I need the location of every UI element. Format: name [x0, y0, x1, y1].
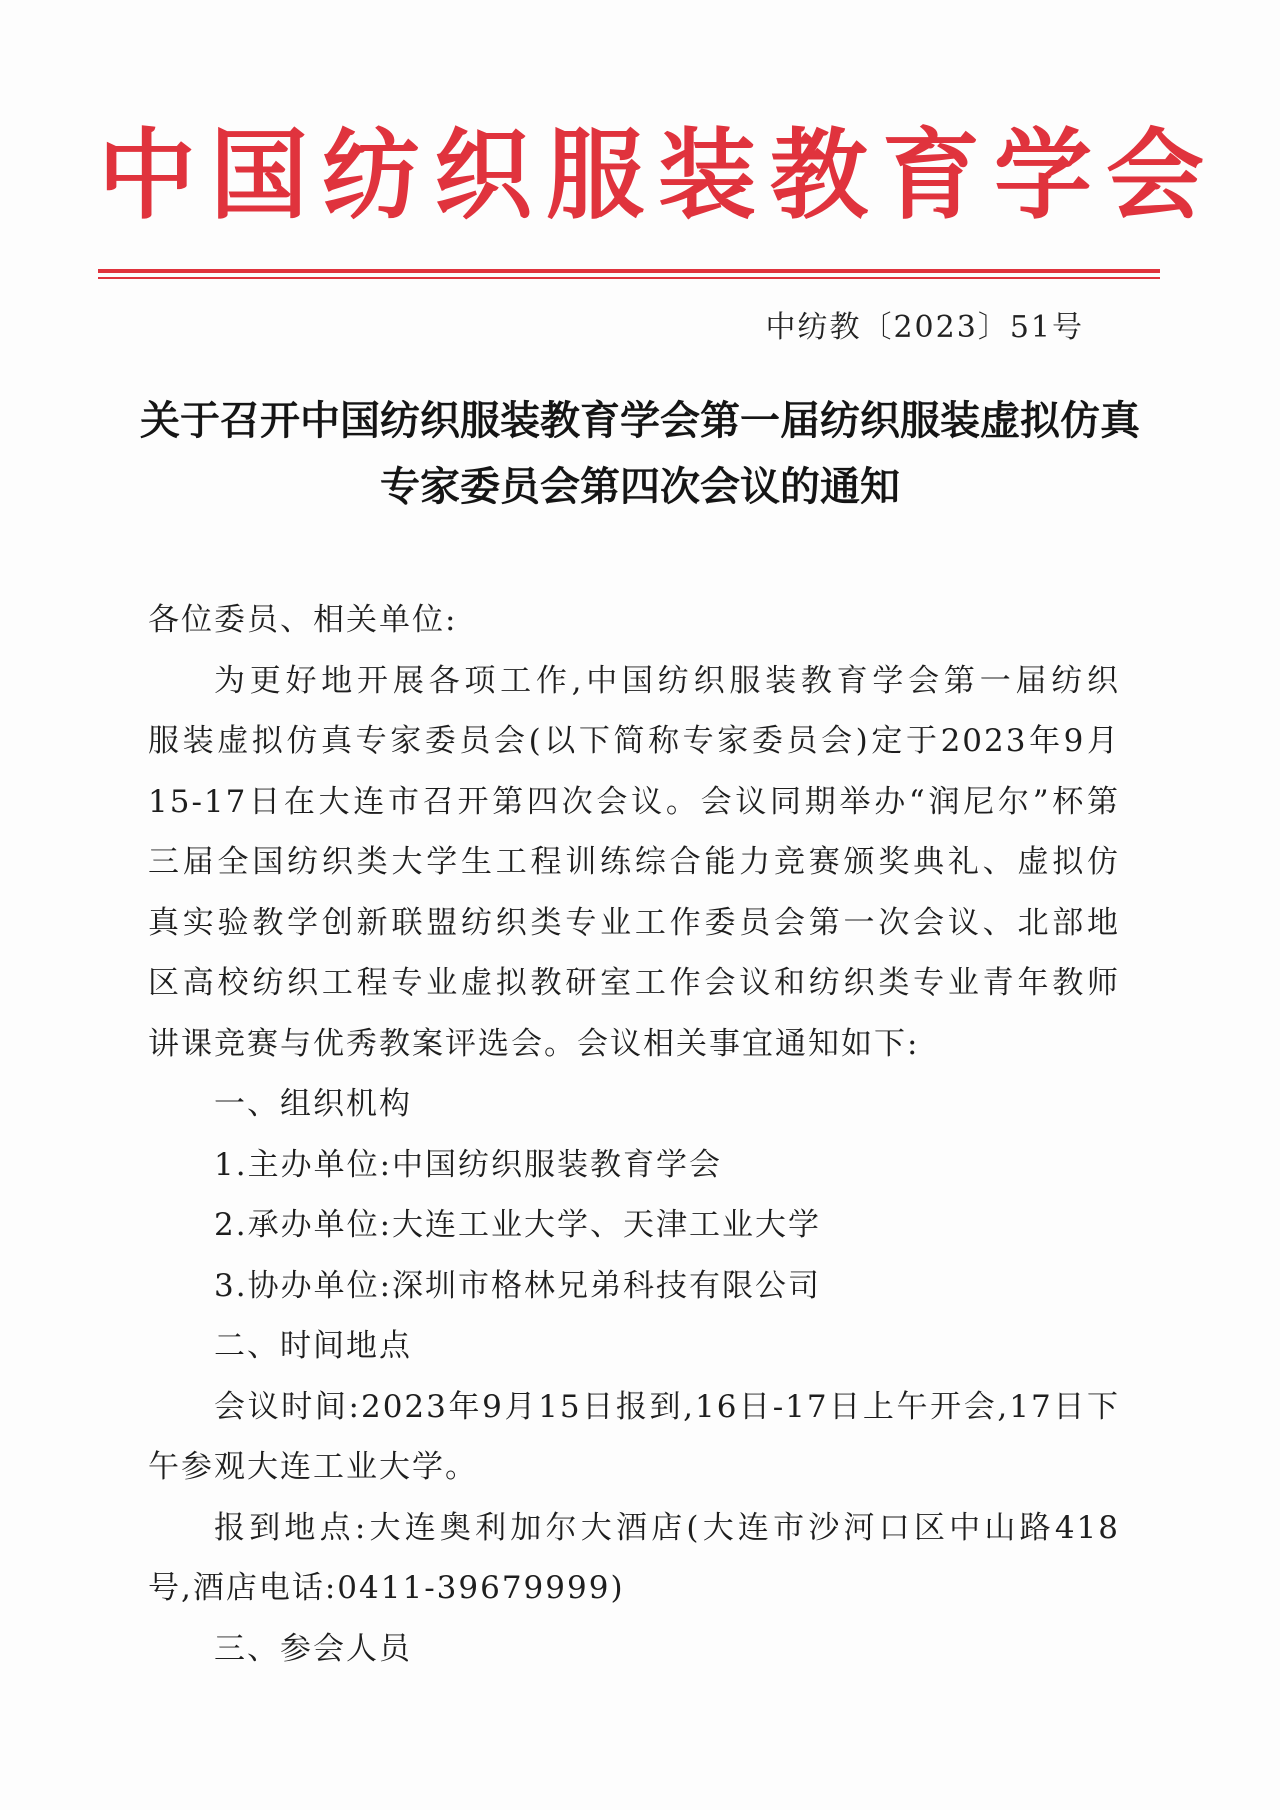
organizer-item: 1.主办单位:中国纺织服装教育学会	[214, 1146, 723, 1183]
meeting-time-line: 午参观大连工业大学。	[148, 1449, 478, 1485]
intro-line: 为更好地开展各项工作,中国纺织服装教育学会第一届纺织	[214, 662, 1120, 699]
host-item: 2.承办单位:大连工业大学、天津工业大学	[214, 1207, 822, 1243]
intro-line: 讲课竞赛与优秀教案评选会。会议相关事宜通知如下:	[148, 1025, 920, 1062]
letterhead-rule-thick	[98, 269, 1160, 273]
meeting-time-line: 会议时间:2023年9月15日报到,16日-17日上午开会,17日下	[214, 1388, 1120, 1425]
intro-line: 三届全国纺织类大学生工程训练综合能力竞赛颁奖典礼、虚拟仿	[148, 844, 1120, 880]
section-heading-time-place: 二、时间地点	[214, 1328, 412, 1364]
intro-line: 15-17日在大连市召开第四次会议。会议同期举办“润尼尔”杯第	[148, 783, 1120, 820]
venue-line: 报到地点:大连奥利加尔大酒店(大连市沙河口区中山路418	[214, 1509, 1120, 1546]
document-number: 中纺教〔2023〕51号	[765, 310, 1084, 345]
salutation: 各位委员、相关单位:	[148, 602, 458, 638]
intro-line: 区高校纺织工程专业虚拟教研室工作会议和纺织类专业青年教师	[148, 965, 1120, 1001]
co-organizer-item: 3.协办单位:深圳市格林兄弟科技有限公司	[214, 1267, 822, 1304]
intro-line: 真实验教学创新联盟纺织类专业工作委员会第一次会议、北部地	[148, 904, 1120, 941]
section-heading-attendees: 三、参会人员	[214, 1630, 412, 1667]
organization-letterhead: 中国纺织服装教育学会	[98, 119, 1219, 233]
letterhead-rule-thin	[98, 277, 1160, 279]
notice-title	[100, 388, 1180, 520]
intro-line: 服装虚拟仿真专家委员会(以下简称专家委员会)定于2023年9月	[148, 723, 1120, 759]
venue-line: 号,酒店电话:0411-39679999)	[148, 1570, 625, 1606]
section-heading-organization: 一、组织机构	[214, 1086, 412, 1122]
notice-body	[148, 590, 1120, 1679]
notice-title-line-2: 专家委员会第四次会议的通知	[380, 464, 900, 510]
notice-title-line-1: 关于召开中国纺织服装教育学会第一届纺织服装虚拟仿真	[140, 398, 1140, 444]
